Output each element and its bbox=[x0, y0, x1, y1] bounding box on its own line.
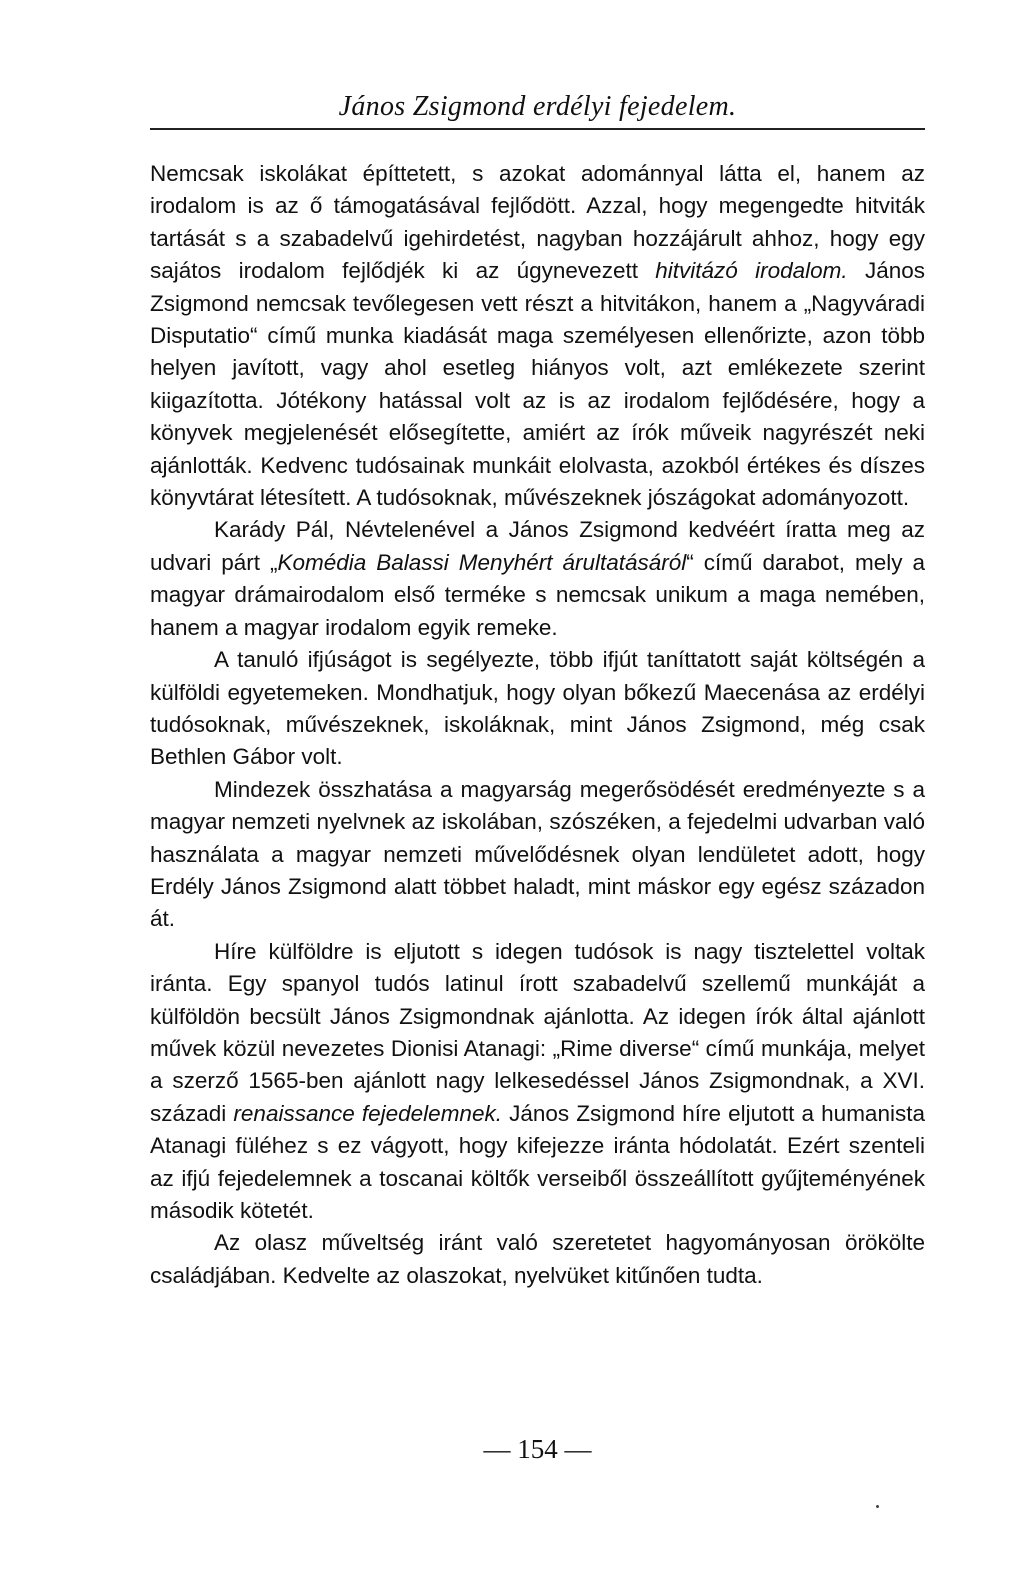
header-rule bbox=[150, 128, 925, 130]
italic-term: hitvitázó irodalom. bbox=[655, 258, 848, 284]
paragraph-text: “ című darabot, mely a magyar drámairodalom első terméke s nemcsak unikum a maga nemében, hanem a magyar irodalom egyik remeke. bbox=[150, 549, 925, 640]
paragraph-text: Nemcsak iskolákat építtetett, s azokat adománnyal látta el, hanem az irodalom is az ő támogatásával fejlődött. Azzal, hogy megengedte hitviták tartását s a szabadelvű igehirdetést, nagyban hozzájárult ahhoz, hogy egy sajátos irodalom fejlődjék ki az úgynevezett bbox=[150, 161, 925, 284]
print-speck bbox=[876, 1505, 879, 1508]
paragraph-text: János Zsigmond híre eljutott a humanista Atanagi füléhez s ez vágyott, hogy kifejezze iránta hódolatát. Ezért szenteli az ifjú fejedelemnek a toscanai költők verseiből összeállított gyűjteményének második kötetét. bbox=[150, 1100, 925, 1223]
page-number: — 154 — bbox=[483, 1434, 592, 1464]
paragraph-6 bbox=[150, 1227, 925, 1292]
paragraph-2 bbox=[150, 514, 925, 644]
paragraph-4 bbox=[150, 774, 925, 936]
italic-title: Komédia Balassi Menyhért árultatásáról bbox=[277, 549, 687, 575]
paragraph-text: Híre külföldre is eljutott s idegen tudósok is nagy tisztelettel voltak iránta. Egy spanyol tudós latinul írott szabadelvű szellemű munkáját a külföldön becsült János Zsigmondnak ajánlotta. Az idegen írók által ajánlott művek közül nevezetes Dionisi Atanagi: „Rime diverse“ című munkája, melyet a szerző 1565-ben ajánlott nagy lelkesedéssel János Zsigmondnak, a XVI. századi bbox=[150, 938, 925, 1126]
paragraph-text: János Zsigmond nemcsak tevőlegesen vett részt a hitvitákon, hanem a „Nagyváradi Disputatio“ című munka kiadását maga személyesen ellenőrizte, azon több helyen javított, vagy ahol esetleg hiányos volt, azt emlékezete szerint kiigazította. Jótékony hatással volt az is az irodalom fejlődésére, hogy a könyvek megjelenését elősegítette, amiért az írók műveik nagyrészét neki ajánlották. Kedvenc tudósainak munkáit elolvasta, azokból értékes és díszes könyvtárat létesített. A tudósoknak, művészeknek jószágokat adományozott. bbox=[150, 258, 925, 511]
paragraph-1 bbox=[150, 158, 925, 514]
paragraph-5 bbox=[150, 936, 925, 1228]
paragraph-3 bbox=[150, 644, 925, 774]
paragraph-text: A tanuló ifjúságot is segélyezte, több ifjút taníttatott saját költségén a külföldi egyetemeken. Mondhatjuk, hogy olyan bőkezű Maecenása az erdélyi tudósoknak, művészeknek, iskoláknak, mint János Zsigmond, még csak Bethlen Gábor volt. bbox=[150, 647, 925, 770]
paragraph-text: Az olasz műveltség iránt való szeretetet hagyományosan örökölte családjában. Kedvelte az olaszokat, nyelvüket kitűnően tudta. bbox=[150, 1230, 925, 1288]
running-title: János Zsigmond erdélyi fejedelem. bbox=[338, 91, 737, 122]
body-text bbox=[150, 158, 925, 1292]
paragraph-text: Karády Pál, Névtelenével a János Zsigmond kedvéért íratta meg az udvari párt „ bbox=[150, 517, 925, 575]
italic-term: renaissance fejedelemnek. bbox=[233, 1100, 502, 1126]
paragraph-text: Mindezek összhatása a magyarság megerősödését eredményezte s a magyar nemzeti nyelvnek az iskolában, szószéken, a fejedelmi udvarban való használata a magyar nemzeti művelődésnek olyan lendületet adott, hogy Erdély János Zsigmond alatt többet haladt, mint máskor egy egész századon át. bbox=[150, 776, 925, 932]
